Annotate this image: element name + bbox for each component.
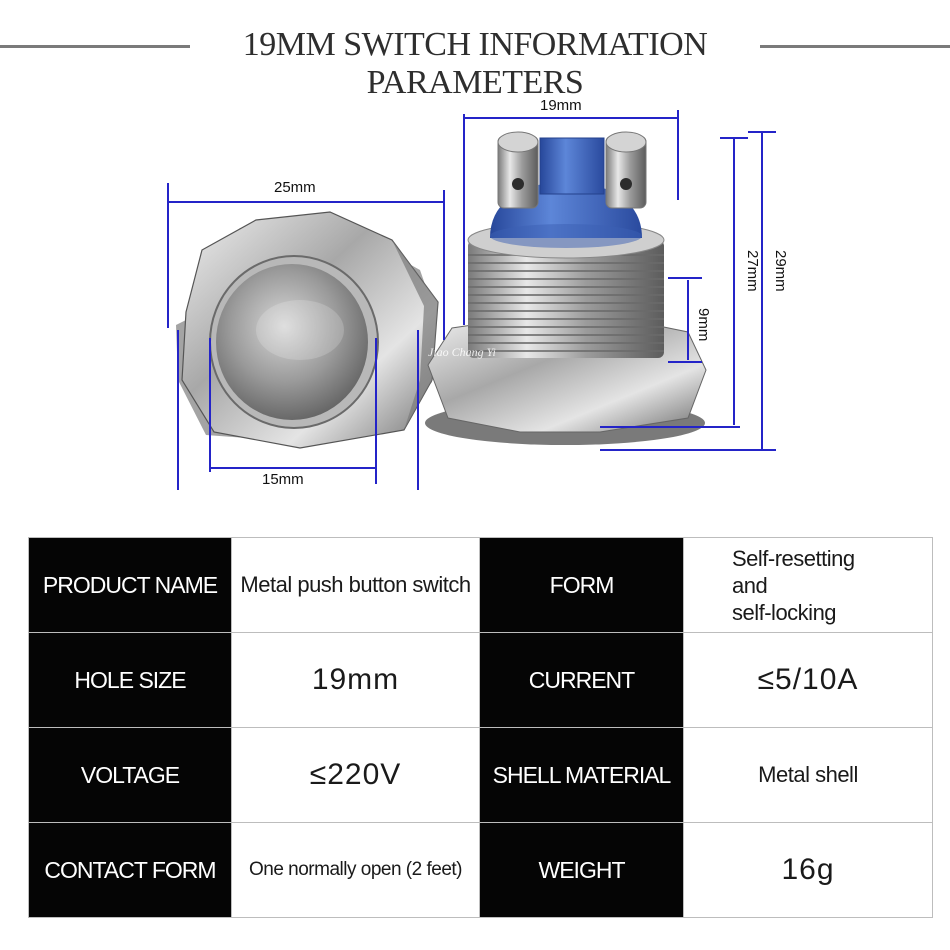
table-row [29, 538, 933, 633]
spec-value-current: ≤5/10A [684, 633, 933, 728]
form-line: Self-resetting [732, 545, 855, 571]
watermark-text: Jiao Chang Yi [428, 345, 496, 359]
spec-label-shell-material: SHELL MATERIAL [480, 728, 684, 823]
spec-label-contact-form: CONTACT FORM [29, 823, 232, 918]
spec-value-product-name: Metal push button switch [232, 538, 480, 633]
spec-label-form: FORM [480, 538, 684, 633]
spec-label-product-name: PRODUCT NAME [29, 538, 232, 633]
form-line: self-locking [732, 599, 837, 625]
table-row [29, 823, 933, 918]
table-row [29, 728, 933, 823]
switch-front-view [176, 212, 438, 448]
product-dimension-figure [0, 80, 950, 510]
dimension-label-25mm: 25mm [274, 179, 316, 196]
spec-label-hole-size: HOLE SIZE [29, 633, 232, 728]
spec-value-voltage: ≤220V [232, 728, 480, 823]
dimension-label-15mm: 15mm [262, 471, 304, 488]
spec-label-current: CURRENT [480, 633, 684, 728]
header-rule-right [760, 45, 950, 48]
dimension-drawing [0, 80, 950, 510]
spec-value-contact-form: One normally open (2 feet) [232, 823, 480, 918]
spec-value-hole-size: 19mm [232, 633, 480, 728]
table-row [29, 633, 933, 728]
spec-label-weight: WEIGHT [480, 823, 684, 918]
switch-side-view [425, 132, 706, 445]
header-rule-left [0, 45, 190, 48]
spec-value-weight: 16g [684, 823, 933, 918]
dimension-label-19mm: 19mm [540, 97, 582, 114]
form-line: and [732, 572, 768, 598]
page-header [0, 22, 950, 101]
dimension-label-9mm: 9mm [695, 308, 712, 342]
spec-value-form [684, 538, 933, 633]
spec-value-shell-material: Metal shell [684, 728, 933, 823]
dimension-label-27mm: 27mm [744, 250, 761, 292]
spec-label-voltage: VOLTAGE [29, 728, 232, 823]
dimension-label-29mm: 29mm [772, 250, 789, 292]
spec-table [28, 537, 933, 918]
page-title: 19MM SWITCH INFORMATION PARAMETERS [242, 26, 708, 101]
